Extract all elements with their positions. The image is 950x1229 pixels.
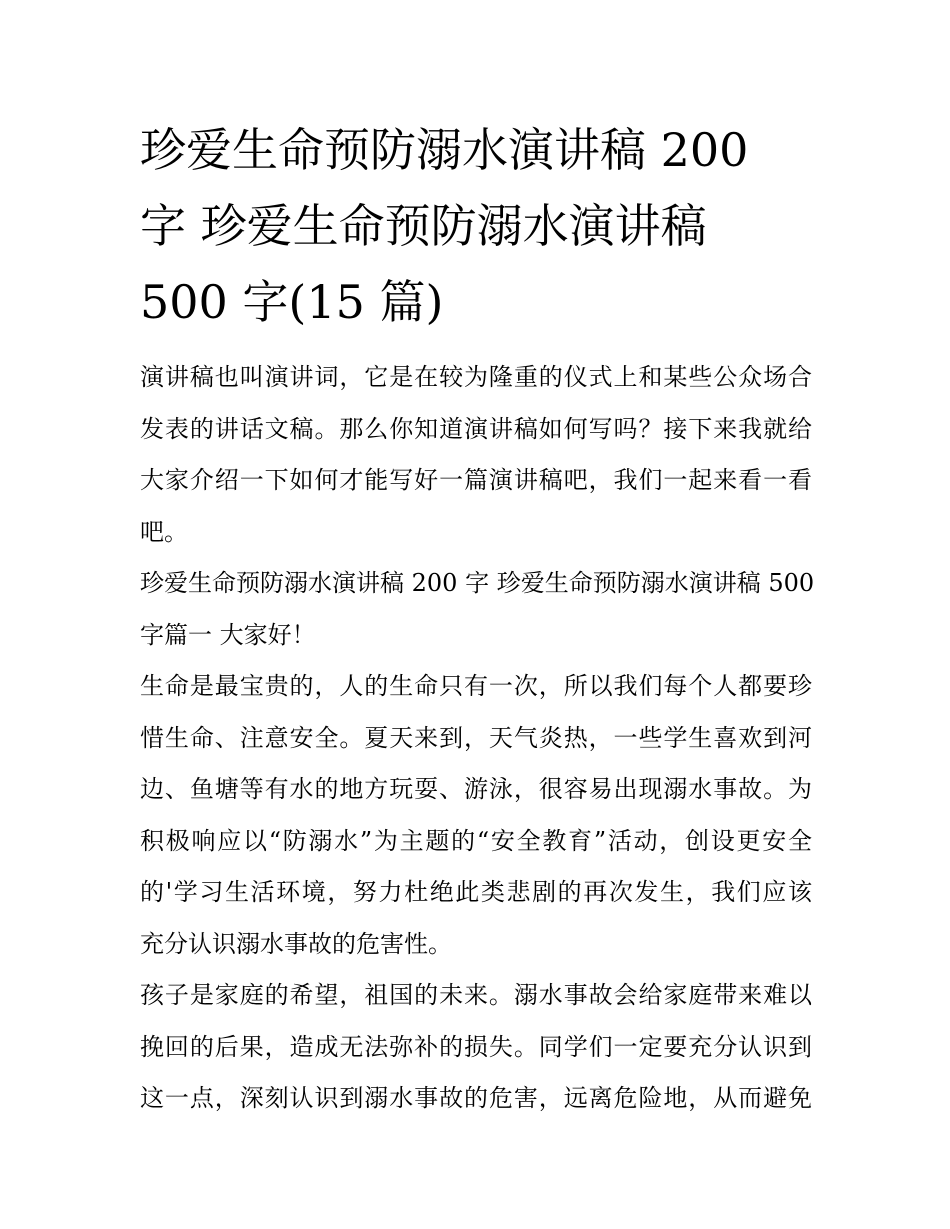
text-line: 大家介绍一下如何才能写好一篇演讲稿吧，我们一起来看一看	[140, 466, 812, 494]
title-line: 500 字(15 篇)	[140, 275, 444, 329]
title-line: 字 珍爱生命预防溺水演讲稿	[140, 199, 707, 253]
body-paragraph	[140, 661, 812, 970]
text-line: 生命是最宝贵的，人的生命只有一次，所以我们每个人都要珍	[140, 672, 812, 700]
text-line: 边、鱼塘等有水的地方玩耍、游泳，很容易出现溺水事故。为	[140, 775, 812, 803]
text-line: 这一点，深刻认识到溺水事故的危害，远离危险地，从而避免	[140, 1084, 812, 1112]
text-line: 的'学习生活环境，努力杜绝此类悲剧的再次发生，我们应该	[140, 878, 812, 906]
text-line: 挽回的后果，造成无法弥补的损失。同学们一定要充分认识到	[140, 1032, 812, 1061]
text-line: 积极响应以“防溺水”为主题的“安全教育”活动，创设更安全	[140, 826, 812, 855]
text-line: 发表的讲话文稿。那么你知道演讲稿如何写吗？接下来我就给	[140, 414, 812, 443]
title-line: 珍爱生命预防溺水演讲稿 200	[140, 123, 749, 177]
section-heading-paragraph	[140, 558, 815, 661]
text-line: 演讲稿也叫演讲词，它是在较为隆重的仪式上和某些公众场合	[140, 363, 812, 391]
text-line: 吧。	[140, 517, 188, 546]
text-line: 字篇一 大家好！	[140, 620, 316, 649]
document-title	[140, 112, 812, 340]
text-line: 充分认识溺水事故的危害性。	[140, 929, 452, 958]
text-line: 珍爱生命预防溺水演讲稿 200 字 珍爱生命预防溺水演讲稿 500	[140, 569, 815, 597]
document-page	[140, 112, 815, 1125]
text-line: 孩子是家庭的希望，祖国的未来。溺水事故会给家庭带来难以	[140, 981, 812, 1009]
intro-paragraph	[140, 352, 812, 558]
body-paragraph	[140, 970, 812, 1125]
text-line: 惜生命、注意安全。夏天来到，天气炎热，一些学生喜欢到河	[140, 723, 812, 752]
